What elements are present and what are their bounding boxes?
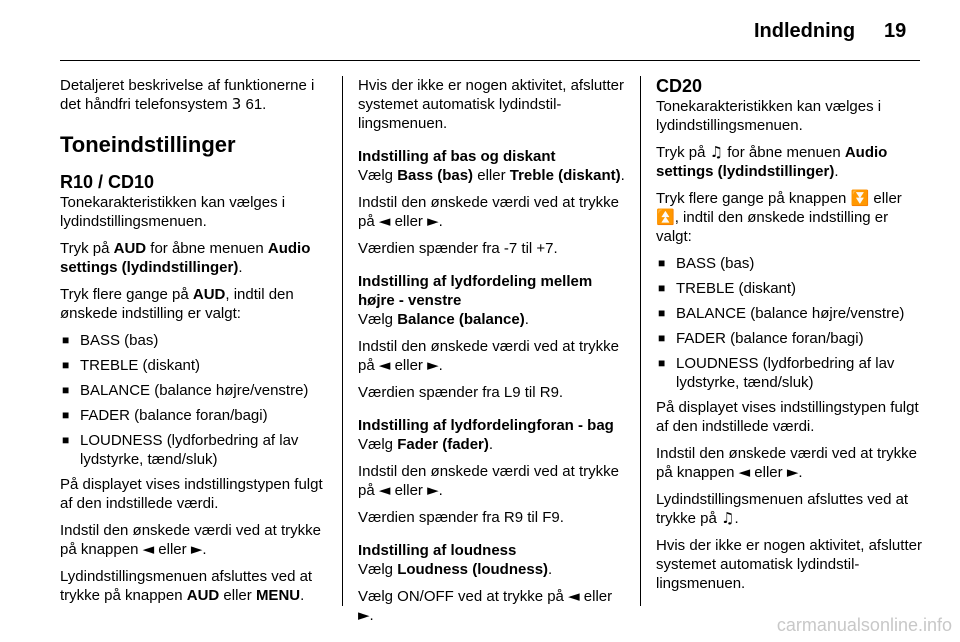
paragraph: Værdien spænder fra R9 til F9. (358, 509, 564, 526)
list-item: ■ BALANCE (balance højre/venstre) (656, 304, 926, 323)
paragraph: På displayet vises indstillingstypen fulgt af den indstillede værdi. (60, 476, 323, 512)
loudness-section (358, 541, 626, 625)
page-header (0, 0, 960, 62)
left-arrow-icon: ◄ (378, 212, 391, 230)
section-subheading: Indstilling af lydfordeling mellem højre - venstre (358, 273, 593, 309)
section-subheading: Indstilling af bas og diskant (358, 148, 556, 165)
paragraph: Indstil den ønskede værdi ved at trykke på ◄ eller ►. (358, 338, 619, 374)
left-arrow-icon: ◄ (738, 463, 751, 481)
music-note-icon: ♫ (721, 509, 735, 527)
bass-treble-section (358, 147, 626, 258)
right-arrow-icon: ► (427, 212, 439, 230)
column-2 (358, 76, 626, 633)
left-arrow-icon: ◄ (378, 356, 391, 374)
list-item: ■ LOUDNESS (lydforbedring af lav lydstyrke, tænd/sluk) (60, 431, 325, 469)
paragraph: Vælg Bass (bas) eller Treble (diskant). (358, 167, 625, 184)
music-note-icon: ♫ (709, 143, 724, 161)
list-item: ■ FADER (balance foran/bagi) (656, 329, 926, 348)
seek-down-icon: ⏬ (850, 189, 870, 207)
watermark: carmanualsonline.info (776, 615, 952, 635)
page-number: 19 (884, 20, 907, 42)
paragraph: Værdien spænder fra -7 til +7. (358, 240, 558, 257)
left-arrow-icon: ◄ (142, 540, 155, 558)
paragraph: Tryk på AUD for åbne menuen Audio settings (lydindstillinger). (60, 240, 311, 276)
column-3 (656, 76, 926, 601)
paragraph: Vælg ON/OFF ved at trykke på ◄ eller ►. (358, 587, 613, 624)
balance-section (358, 272, 626, 402)
column-1 (60, 76, 325, 613)
right-arrow-icon: ► (190, 540, 203, 558)
list-item: ■ BASS (bas) (60, 331, 325, 350)
paragraph: Indstil den ønskede værdi ved at trykke på knappen ◄ eller ►. (656, 445, 917, 481)
left-arrow-icon: ◄ (378, 481, 391, 499)
left-arrow-icon: ◄ (568, 587, 580, 605)
paragraph: Lydindstillingsmenuen afsluttes ved at trykke på ♫. (656, 491, 909, 527)
paragraph: Indstil den ønskede værdi ved at trykke på ◄ eller ►. (358, 463, 619, 499)
header-title: Indledning (754, 20, 856, 42)
right-arrow-icon: ► (427, 481, 439, 499)
list-item: ■ LOUDNESS (lydforbedring af lav lydstyrke, tænd/sluk) (656, 354, 926, 392)
paragraph: Vælg Loudness (loudness). (358, 561, 553, 578)
paragraph: Tryk på ♫ for åbne menuen Audio settings (lydindstillinger). (656, 143, 888, 180)
paragraph: Indstil den ønskede værdi ved at trykke på ◄ eller ►. (358, 194, 619, 230)
list-item: ■ BASS (bas) (656, 254, 926, 273)
subsection-heading: CD20 (656, 76, 703, 96)
list-item: ■ FADER (balance foran/bagi) (60, 406, 325, 425)
paragraph: Vælg Fader (fader). (358, 436, 494, 453)
page-reference-icon: 3 (231, 95, 242, 113)
settings-list (656, 254, 926, 392)
paragraph: Indstil den ønskede værdi ved at trykke på knappen ◄ eller ►. (60, 522, 321, 558)
section-subheading: Indstilling af lydfordelingforan - bag (358, 417, 614, 434)
list-item: ■ TREBLE (diskant) (60, 356, 325, 375)
paragraph: Hvis der ikke er nogen aktivitet, afslutter systemet automatisk lydindstillingsmenuen. (358, 77, 624, 132)
section-heading: Toneindstillinger (60, 132, 236, 157)
intro-paragraph: Detaljeret beskrivelse af funktionerne i det håndfri telefonsystem 3 61. (60, 77, 315, 113)
paragraph: Lydindstillingsmenuen afsluttes ved at trykke på knappen AUD eller MENU. (60, 568, 313, 604)
paragraph: Tryk flere gange på AUD, indtil den ønskede indstilling er valgt: (60, 286, 294, 322)
paragraph: Vælg Balance (balance). (358, 311, 529, 328)
paragraph: Værdien spænder fra L9 til R9. (358, 384, 564, 401)
paragraph: Hvis der ikke er nogen aktivitet, afslutter systemet automatisk lydindstillingsmenuen. (656, 537, 922, 592)
list-item: ■ TREBLE (diskant) (656, 279, 926, 298)
column-divider (640, 76, 641, 606)
paragraph: På displayet vises indstillingstypen fulgt af den indstillede værdi. (656, 399, 919, 435)
column-divider (342, 76, 343, 606)
seek-up-icon: ⏫ (656, 208, 675, 226)
subsection-heading: R10 / CD10 (60, 172, 155, 192)
paragraph: Tonekarakteristikken kan vælges i lydindstillingsmenuen. (656, 98, 882, 134)
settings-list (60, 331, 325, 469)
header-rule (60, 60, 920, 61)
paragraph: Tryk flere gange på knappen ⏬ eller ⏫, indtil den ønskede indstilling er valgt: (656, 189, 902, 245)
right-arrow-icon: ► (427, 356, 439, 374)
list-item: ■ BALANCE (balance højre/venstre) (60, 381, 325, 400)
fader-section (358, 416, 626, 527)
right-arrow-icon: ► (786, 463, 799, 481)
section-subheading: Indstilling af loudness (358, 542, 517, 559)
right-arrow-icon: ► (358, 606, 370, 624)
paragraph: Tonekarakteristikken kan vælges i lydindstillingsmenuen. (60, 194, 286, 230)
